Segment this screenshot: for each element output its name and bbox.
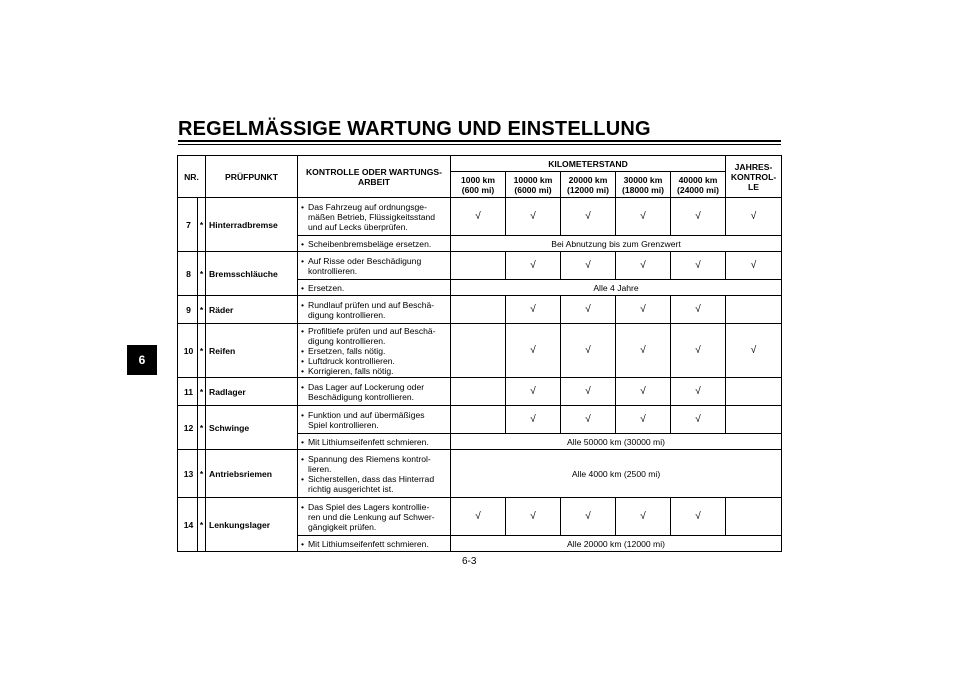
star-marker: * — [198, 198, 206, 252]
empty-cell — [726, 406, 782, 434]
table-row — [178, 378, 782, 406]
item-name: Bremsschläuche — [206, 252, 298, 296]
item-name: Reifen — [206, 324, 298, 378]
check-mark: √ — [671, 498, 726, 536]
empty-cell — [451, 252, 506, 280]
check-mark: √ — [561, 406, 616, 434]
check-mark: √ — [561, 324, 616, 378]
check-text: • Auf Risse oder Beschädigung kontrollieren. — [301, 256, 448, 276]
star-marker: * — [198, 324, 206, 378]
table-row — [178, 324, 782, 378]
check-mark: √ — [671, 252, 726, 280]
check-text: • Das Lager auf Lockerung oder Beschädigung kontrollieren. — [301, 382, 448, 402]
check-mark: √ — [616, 498, 671, 536]
check-mark: √ — [506, 198, 561, 236]
check-mark: √ — [561, 498, 616, 536]
check-cell — [298, 296, 451, 324]
check-mark: √ — [726, 324, 782, 378]
check-mark: √ — [671, 378, 726, 406]
interval-text: Alle 50000 km (30000 mi) — [451, 434, 782, 450]
check-text: • Ersetzen, falls nötig. — [301, 346, 448, 356]
empty-cell — [726, 296, 782, 324]
check-text: • Das Fahrzeug auf ordnungsge- mäßen Betrieb, Flüssigkeitsstand und auf Lecks überprüfen. — [301, 202, 448, 232]
check-cell — [298, 324, 451, 378]
row-number: 9 — [178, 296, 198, 324]
check-mark: √ — [616, 198, 671, 236]
table-row — [178, 498, 782, 536]
check-mark: √ — [616, 252, 671, 280]
maintenance-table — [177, 155, 782, 552]
interval-text: Alle 4 Jahre — [451, 280, 782, 296]
header-row-main — [178, 156, 782, 172]
item-name: Schwinge — [206, 406, 298, 450]
check-mark: √ — [506, 378, 561, 406]
star-marker: * — [198, 406, 206, 450]
check-cell — [298, 378, 451, 406]
header-nr: NR. — [178, 156, 206, 198]
row-number: 8 — [178, 252, 198, 296]
check-mark: √ — [616, 378, 671, 406]
empty-cell — [451, 296, 506, 324]
row-number: 13 — [178, 450, 198, 498]
header-km-col: 1000 km (600 mi) — [451, 172, 506, 198]
item-name: Radlager — [206, 378, 298, 406]
empty-cell — [726, 378, 782, 406]
table-row — [178, 198, 782, 236]
header-annual: JAHRES-KONTROL-LE — [726, 156, 782, 198]
empty-cell — [451, 324, 506, 378]
empty-cell — [451, 406, 506, 434]
check-text: • Korrigieren, falls nötig. — [301, 366, 448, 376]
table-row — [178, 252, 782, 280]
header-km-col: 40000 km (24000 mi) — [671, 172, 726, 198]
check-cell — [298, 252, 451, 280]
page-title: REGELMÄSSIGE WARTUNG UND EINSTELLUNG — [178, 118, 651, 140]
item-name: Hinterradbremse — [206, 198, 298, 252]
row-number: 7 — [178, 198, 198, 252]
header-km-col: 30000 km (18000 mi) — [616, 172, 671, 198]
check-mark: √ — [561, 198, 616, 236]
star-marker: * — [198, 252, 206, 296]
check-text: • Ersetzen. — [301, 283, 448, 293]
check-cell — [298, 280, 451, 296]
row-number: 10 — [178, 324, 198, 378]
star-marker: * — [198, 450, 206, 498]
check-text: • Sicherstellen, dass das Hinterrad richtig ausgerichtet ist. — [301, 474, 448, 494]
header-km-col: 10000 km (6000 mi) — [506, 172, 561, 198]
check-mark: √ — [561, 296, 616, 324]
check-cell — [298, 406, 451, 434]
table-row — [178, 406, 782, 434]
interval-text: Alle 20000 km (12000 mi) — [451, 536, 782, 552]
check-text: • Scheibenbremsbeläge ersetzen. — [301, 239, 448, 249]
chapter-tab: 6 — [127, 345, 157, 375]
item-name: Antriebsriemen — [206, 450, 298, 498]
check-mark: √ — [506, 296, 561, 324]
check-mark: √ — [506, 252, 561, 280]
check-mark: √ — [561, 378, 616, 406]
check-text: • Mit Lithiumseifenfett schmieren. — [301, 539, 448, 549]
check-text: • Luftdruck kontrollieren. — [301, 356, 448, 366]
check-text: • Mit Lithiumseifenfett schmieren. — [301, 437, 448, 447]
check-mark: √ — [671, 296, 726, 324]
check-mark: √ — [616, 406, 671, 434]
check-mark: √ — [726, 252, 782, 280]
title-rule-thin — [178, 144, 781, 145]
star-marker: * — [198, 378, 206, 406]
table-row — [178, 296, 782, 324]
check-mark: √ — [506, 406, 561, 434]
interval-text: Bei Abnutzung bis zum Grenzwert — [451, 236, 782, 252]
item-name: Räder — [206, 296, 298, 324]
check-mark: √ — [726, 198, 782, 236]
check-cell — [298, 536, 451, 552]
check-cell — [298, 236, 451, 252]
check-mark: √ — [616, 296, 671, 324]
check-cell — [298, 434, 451, 450]
header-check: KONTROLLE ODER WARTUNGS-ARBEIT — [298, 156, 451, 198]
header-item: PRÜFPUNKT — [206, 156, 298, 198]
check-mark: √ — [451, 498, 506, 536]
item-name: Lenkungslager — [206, 498, 298, 552]
row-number: 11 — [178, 378, 198, 406]
check-text: • Profiltiefe prüfen und auf Beschä- digung kontrollieren. — [301, 326, 448, 346]
check-mark: √ — [616, 324, 671, 378]
check-mark: √ — [671, 198, 726, 236]
row-number: 12 — [178, 406, 198, 450]
header-km-col: 20000 km (12000 mi) — [561, 172, 616, 198]
table-row — [178, 450, 782, 498]
check-mark: √ — [671, 324, 726, 378]
check-mark: √ — [451, 198, 506, 236]
header-km-group: KILOMETERSTAND — [451, 156, 726, 172]
check-cell — [298, 450, 451, 498]
interval-text: Alle 4000 km (2500 mi) — [451, 450, 782, 498]
check-text: • Spannung des Riemens kontrol- lieren. — [301, 454, 448, 474]
star-marker: * — [198, 296, 206, 324]
check-mark: √ — [506, 324, 561, 378]
check-mark: √ — [561, 252, 616, 280]
title-rule-thick — [178, 140, 781, 142]
empty-cell — [451, 378, 506, 406]
check-mark: √ — [506, 498, 561, 536]
row-number: 14 — [178, 498, 198, 552]
check-text: • Das Spiel des Lagers kontrollie- ren und die Lenkung auf Schwer- gängigkeit prüfen. — [301, 502, 448, 532]
page-number: 6-3 — [462, 556, 477, 567]
star-marker: * — [198, 498, 206, 552]
check-cell — [298, 498, 451, 536]
check-mark: √ — [671, 406, 726, 434]
empty-cell — [726, 498, 782, 536]
check-text: • Rundlauf prüfen und auf Beschä- digung kontrollieren. — [301, 300, 448, 320]
check-text: • Funktion und auf übermäßiges Spiel kontrollieren. — [301, 410, 448, 430]
check-cell — [298, 198, 451, 236]
